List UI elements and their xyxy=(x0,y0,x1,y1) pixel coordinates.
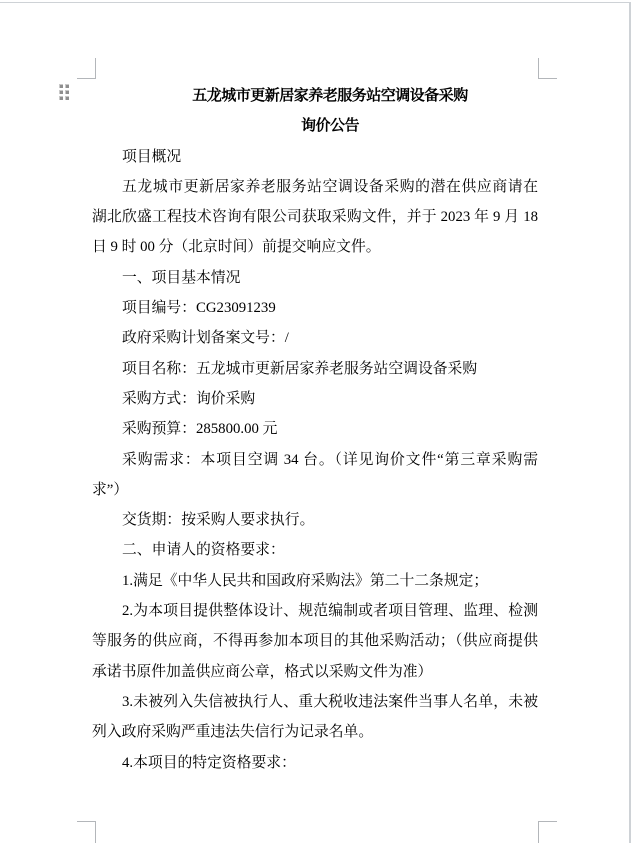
document-text-line: 等服务的供应商，不得再参加本项目的其他采购活动；（供应商提供 xyxy=(92,633,538,650)
document-text-line: 采购方式：询价采购 xyxy=(122,390,256,407)
drag-dot xyxy=(59,84,63,88)
document-text-line: 采购预算：285800.00 元 xyxy=(122,421,278,438)
document-text-line: 项目概况 xyxy=(122,148,182,165)
document-text-body xyxy=(92,81,538,778)
document-text-line: 一、项目基本情况 xyxy=(122,269,241,286)
document-text-line: 政府采购计划备案文号：/ xyxy=(122,330,289,347)
margin-crop-mark-top-right xyxy=(538,58,557,79)
drag-dot xyxy=(65,84,69,88)
page-top-border xyxy=(0,2,630,3)
document-text-line: 1.满足《中华人民共和国政府采购法》第二十二条规定； xyxy=(122,572,489,589)
document-title-line: 五龙城市更新居家养老服务站空调设备采购 xyxy=(192,88,468,104)
document-text-line: 项目编号：CG23091239 xyxy=(122,300,276,317)
document-text-line: 五龙城市更新居家养老服务站空调设备采购的潜在供应商请在 xyxy=(122,178,538,195)
document-text-line: 二、申请人的资格要求： xyxy=(122,542,285,559)
document-text-line: 湖北欣盛工程技术咨询有限公司获取采购文件，并于 2023 年 9 月 18 xyxy=(92,209,538,226)
document-text-line: 交货期：按采购人要求执行。 xyxy=(122,512,315,529)
drag-dot xyxy=(59,90,63,94)
document-text-line: 2.为本项目提供整体设计、规范编制或者项目管理、监理、检测 xyxy=(122,603,538,620)
drag-dot xyxy=(65,90,69,94)
drag-handle-dots-icon[interactable] xyxy=(59,84,69,100)
drag-dot xyxy=(65,96,69,100)
margin-crop-mark-bottom-right xyxy=(538,821,557,843)
document-text-line: 采购需求：本项目空调 34 台。（详见询价文件“第三章采购需 xyxy=(122,451,538,468)
document-text-line: 3.未被列入失信被执行人、重大税收违法案件当事人名单，未被 xyxy=(122,693,538,710)
document-title-line: 询价公告 xyxy=(300,118,359,135)
document-text-line: 求”） xyxy=(92,481,129,498)
document-text-line: 承诺书原件加盖供应商公章，格式以采购文件为准） xyxy=(92,663,433,680)
drag-dot xyxy=(59,96,63,100)
page-right-border xyxy=(629,2,631,843)
margin-crop-mark-bottom-left xyxy=(77,821,96,843)
document-text-line: 列入政府采购严重违法失信行为记录名单。 xyxy=(92,724,374,741)
margin-crop-mark-top-left xyxy=(77,58,96,79)
document-text-line: 日 9 时 00 分（北京时间）前提交响应文件。 xyxy=(92,239,381,256)
document-text-line: 项目名称：五龙城市更新居家养老服务站空调设备采购 xyxy=(122,360,478,377)
document-text-line: 4.本项目的特定资格要求： xyxy=(122,754,296,771)
